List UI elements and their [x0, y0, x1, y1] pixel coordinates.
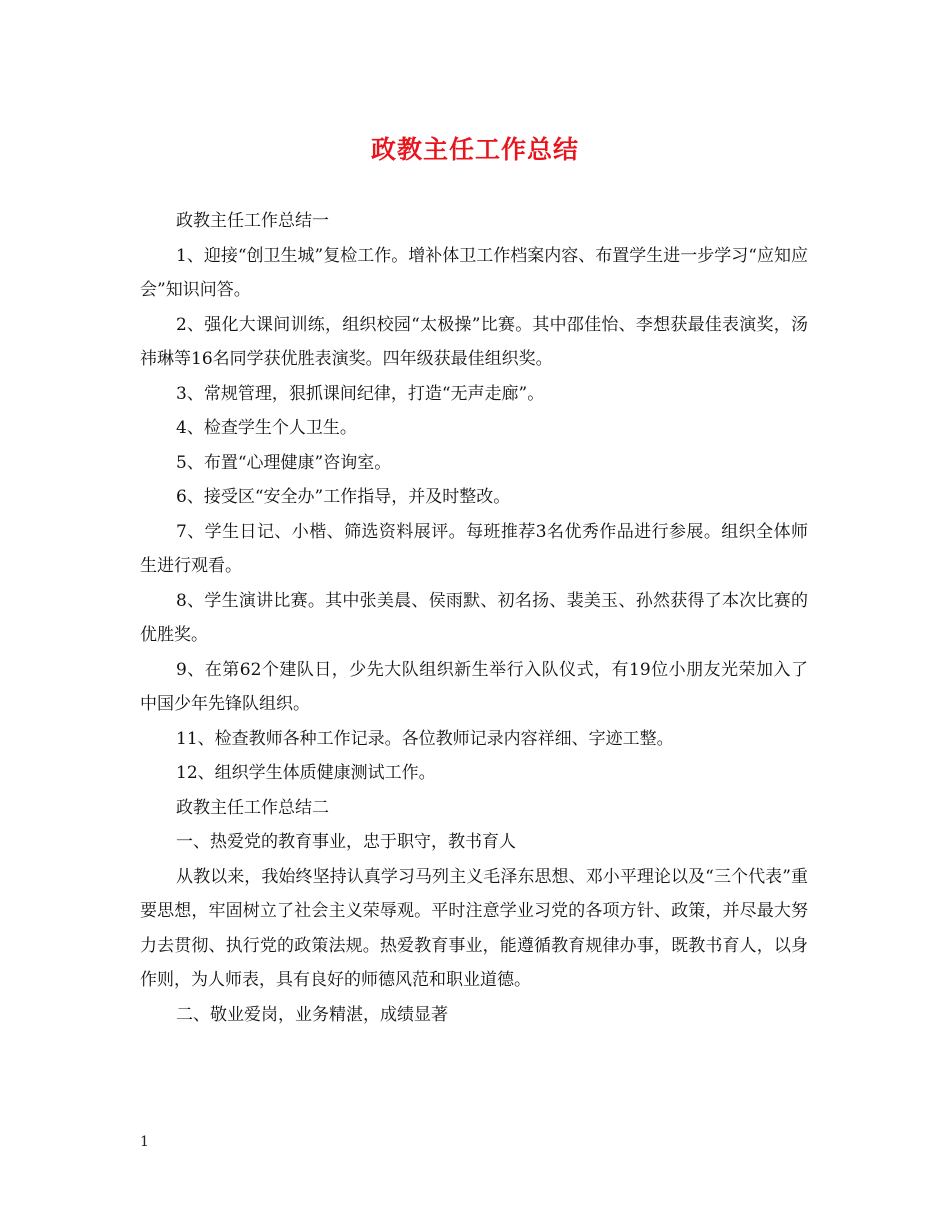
subsection-heading-2: 二、敬业爱岗，业务精湛，成绩显著: [176, 1004, 448, 1025]
document-title: 政教主任工作总结: [370, 135, 579, 164]
list-item-9: 9、在第62个建队日，少先大队组织新生举行入队仪式，有19位小朋友光荣加入了中国少年先锋队组织。: [140, 659, 808, 714]
list-item-4: 4、检查学生个人卫生。: [176, 418, 357, 438]
section-heading-2: 政教主任工作总结二: [176, 797, 329, 818]
subsection-heading-1: 一、热爱党的教育事业，忠于职守，教书育人: [176, 832, 516, 852]
list-item-5: 5、布置“心理健康”咨询室。: [176, 452, 392, 473]
list-item-3: 3、常规管理，狠抓课间纪律，打造“无声走廊”。: [176, 383, 545, 404]
list-item-8: 8、学生演讲比赛。其中张美晨、侯雨默、初名扬、裴美玉、孙然获得了本次比赛的优胜奖。: [140, 590, 808, 645]
list-item-7: 7、学生日记、小楷、筛选资料展评。每班推荐3名优秀作品进行参展。组织全体师生进行观看。: [140, 521, 808, 576]
list-item-12: 12、组织学生体质健康测试工作。: [176, 763, 436, 783]
list-item-2: 2、强化大课间训练，组织校园“太极操”比赛。其中邵佳怡、李想获最佳表演奖，汤祎琳等16名同学获优胜表演奖。四年级获最佳组织奖。: [140, 314, 808, 369]
list-item-6: 6、接受区“安全办”工作指导，并及时整改。: [176, 487, 511, 507]
list-item-11: 11、检查教师各种工作记录。各位教师记录内容祥细、字迹工整。: [176, 728, 674, 749]
list-item-1: 1、迎接“创卫生城”复检工作。增补体卫工作档案内容、布置学生进一步学习“应知应会”知识问答。: [140, 245, 808, 300]
body-paragraph: 从教以来，我始终坚持认真学习马列主义毛泽东思想、邓小平理论以及“三个代表”重要思想，牢固树立了社会主义荣辱观。平时注意学业习党的各项方针、政策，并尽最大努力去贯彻、执行党的政策法规。热爱教育事业，能遵循教育规律办事，既教书育人，以身作则，为人师表，具有良好的师德风范和职业道德。: [140, 866, 808, 990]
document-body: [140, 204, 808, 1032]
page-number: 1: [140, 1134, 149, 1150]
section-heading-1: 政教主任工作总结一: [176, 211, 329, 231]
